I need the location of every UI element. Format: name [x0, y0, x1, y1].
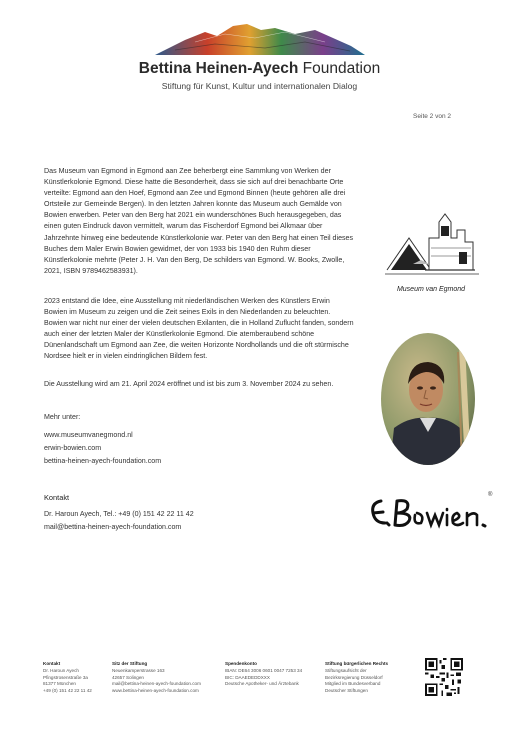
contact-heading: Kontakt — [44, 493, 70, 502]
footer-legal — [325, 661, 388, 694]
contact-phone: Dr. Haroun Ayech, Tel.: +49 (0) 151 42 22 11 42 — [44, 510, 194, 518]
body-paragraph-1: Das Museum van Egmond in Egmond aan Zee beherbergt eine Sammlung von Werken der Künstlerkolonie Egmond. Diese hatte die Besonderheit, dass sie sich auf drei benachbarte Orte verteilte: Egmond aan den Hoef, Egmond aan Zee und Egmond Binnen (heute gehören alle drei Ortsteile zur Gemeinde Bergen). In den letzten Jahren konnte das Museum auch Gemälde von Bowien erwerben. Peter van den Berg hat 2021 ein wunderschönes Buch herausgegeben, das einen guten Eindruck davon vermittelt, warum das Fischerdorf Egmond bei Alkmaar über Jahrzehnte hinweg eine bedeutende Künstlerkolonie war. Peter van den Berg hat einen Teil dieses Buches dem Maler Erwin Bowien gewidmet, der von 1933 bis 1940 den Ruhm dieser Künstlerkolonie mehrte (Peter J. H. Van den Berg, De schilders van Egmond. W. Books, Zwolle, 2021, ISBN 9789462583931). — [44, 167, 354, 275]
footer-line: BIC: DAAEDEDDXXX — [225, 674, 270, 680]
footer-line: Deutsche Apotheker- und Ärztebank — [225, 681, 299, 687]
foundation-logo-mountain — [155, 22, 365, 56]
contact-email[interactable]: mail@bettina-heinen-ayech-foundation.com — [44, 523, 182, 531]
qr-code-icon[interactable] — [425, 658, 463, 696]
footer-line: Deutscher Stiftungen — [325, 687, 368, 693]
page-number: Seite 2 von 2 — [413, 113, 451, 120]
link-foundation[interactable]: bettina-heinen-ayech-foundation.com — [44, 457, 162, 465]
more-info-block — [44, 411, 161, 468]
foundation-title: Bettina Heinen-Ayech Foundation — [138, 60, 381, 77]
footer-line: Pfingstrosenstraße 3a — [43, 674, 88, 680]
footer-heading: Stiftung bürgerlichen Rechts — [325, 661, 389, 666]
bowien-portrait-painting — [380, 332, 476, 466]
footer-heading: Kontakt — [43, 661, 61, 666]
footer-line: IBAN: DE64 3006 0601 0047 7253 34 — [225, 668, 303, 674]
registered-mark: ® — [488, 492, 493, 498]
footer-line: Mitglied im Bundesverband — [325, 681, 381, 687]
bowien-signature — [367, 493, 497, 533]
footer-line: +49 (0) 151 42 22 11 42 — [43, 687, 92, 693]
footer-donation-account — [225, 661, 302, 688]
footer-line: 42657 Solingen — [112, 674, 144, 680]
footer-line: Bezirksregierung Düsseldorf — [325, 674, 383, 680]
body-paragraph-3: Die Ausstellung wird am 21. April 2024 eröffnet und ist bis zum 3. November 2024 zu sehen. — [44, 380, 334, 388]
museum-caption: Museum van Egmond — [396, 286, 466, 293]
footer-line: Stiftungsaufsicht der — [325, 668, 367, 674]
foundation-subtitle: Stiftung für Kunst, Kultur und internationalen Dialog — [161, 81, 358, 91]
footer-seat — [112, 661, 201, 694]
footer-contact — [43, 661, 92, 694]
footer-email-link[interactable]: mail@bettina-heinen-ayech-foundation.com — [112, 681, 201, 687]
footer-line: Neuenkamperstrasse 163 — [112, 668, 165, 674]
more-info-label: Mehr unter: — [44, 413, 81, 421]
link-museum[interactable]: www.museumvanegmond.nl — [44, 431, 133, 439]
body-paragraph-2: 2023 entstand die Idee, eine Ausstellung mit niederländischen Werken des Künstlers Erwin Bowien im Museum zu zeigen und die Zeit seines Exils in den Niederlanden zu beleuchten. Bowien war nicht nur einer der vielen deutschen Exilanten, die in Holland Zuflucht fanden, sondern auch einer der letzten Maler der Künstlerkolonie Egmond. Die atemberaubend schöne Dünenlandschaft um Egmond aan Zee, die weiten Horizonte Nordhollands und die oft stürmische Nordsee hielt er in vielen eindringlichen Bildern fest. — [44, 297, 354, 361]
link-erwin-bowien[interactable]: erwin-bowien.com — [44, 444, 102, 452]
contact-block — [44, 508, 194, 534]
museum-drawing — [385, 208, 479, 280]
footer-line: 81377 München — [43, 681, 76, 687]
footer-line: Dr. Haroun Ayech — [43, 668, 79, 674]
footer-heading: Spendenkonto — [225, 661, 257, 666]
footer-heading: Sitz der Stiftung — [112, 661, 148, 666]
footer-web-link[interactable]: www.bettina-heinen-ayech-foundation.com — [112, 687, 199, 693]
